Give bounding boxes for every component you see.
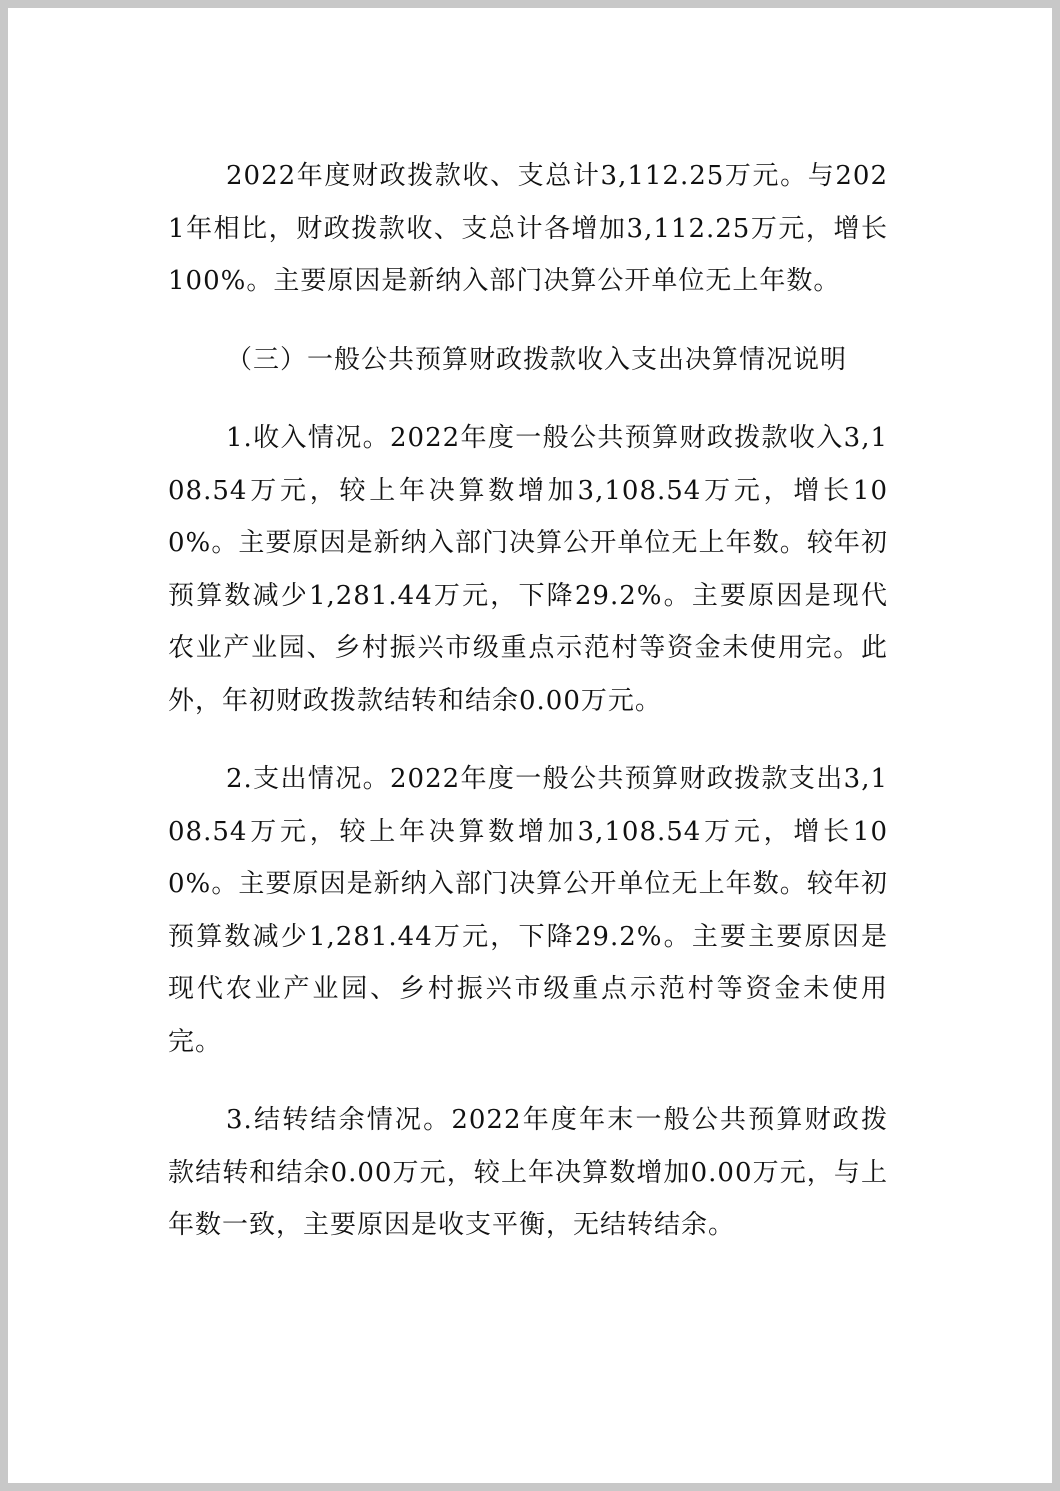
paragraph-fiscal-total: 2022年度财政拨款收、支总计3,112.25万元。与2021年相比，财政拨款收、支总计各增加3,112.25万元，增长100%。主要原因是新纳入部门决算公开单位无上年数。 <box>168 161 888 296</box>
paragraph-expenditure: 2.支出情况。2022年度一般公共预算财政拨款支出3,108.54万元，较上年决算数增加3,108.54万元，增长100%。主要原因是新纳入部门决算公开单位无上年数。较年初预算数减少1,281.44万元，下降29.2%。主要主要原因是现代农业产业园、乡村振兴市级重点示范村等资金未使用完。 <box>168 764 888 1057</box>
paragraph-carryover: 3.结转结余情况。2022年度年末一般公共预算财政拨款结转和结余0.00万元，较上年决算数增加0.00万元，与上年数一致，主要原因是收支平衡，无结转结余。 <box>168 1105 888 1240</box>
section-heading: （三）一般公共预算财政拨款收入支出决算情况说明 <box>226 344 848 375</box>
document-body <box>168 150 888 1252</box>
document-page <box>8 8 1052 1483</box>
paragraph-income: 1.收入情况。2022年度一般公共预算财政拨款收入3,108.54万元，较上年决算数增加3,108.54万元，增长100%。主要原因是新纳入部门决算公开单位无上年数。较年初预算数减少1,281.44万元，下降29.2%。主要原因是现代农业产业园、乡村振兴市级重点示范村等资金未使用完。此外，年初财政拨款结转和结余0.00万元。 <box>168 423 888 716</box>
